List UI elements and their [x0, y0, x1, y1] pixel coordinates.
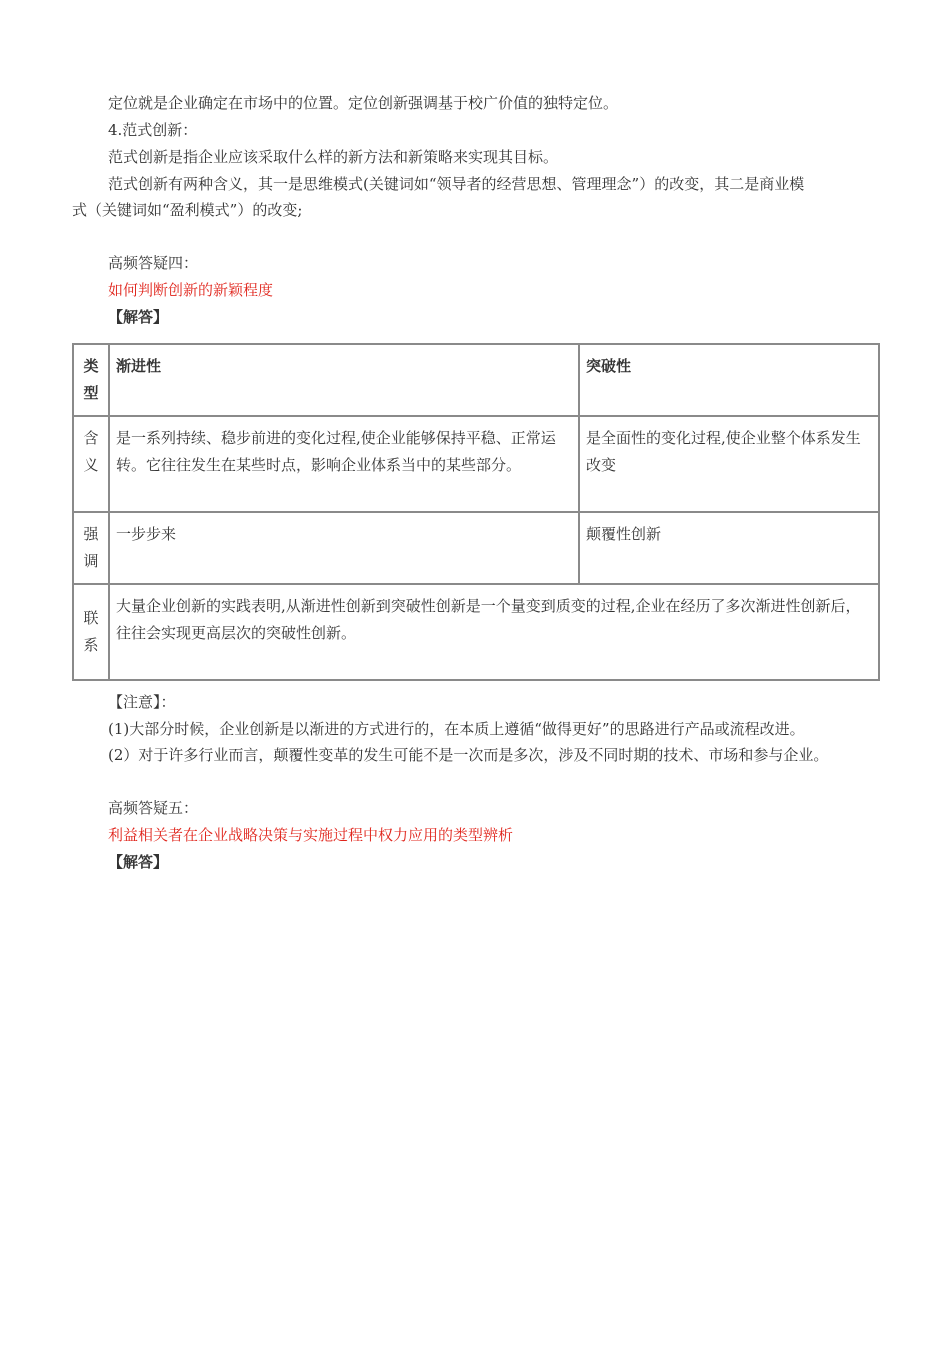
faq5-question: 利益相关者在企业战略决策与实施过程中权力应用的类型辨析 — [108, 826, 514, 844]
table-row — [73, 584, 879, 680]
faq4-label: 高频答疑四： — [108, 254, 199, 272]
faq5-label: 高频答疑五： — [108, 799, 199, 817]
faq5-answer-label: 【解答】 — [108, 853, 169, 871]
paradigm-heading: 4.范式创新： — [108, 121, 198, 139]
note-2: (2）对于许多行业而言，颠覆性变革的发生可能不是一次而是多次，涉及不同时期的技术、市场和参与企业。 — [108, 746, 829, 764]
table-header-row — [73, 344, 879, 416]
relation-text: 大量企业创新的实践表明,从渐进性创新到突破性创新是一个量变到质变的过程,企业在经历了多次渐进性创新后，往往会实现更高层次的突破性创新。 — [109, 584, 879, 680]
paradigm-meaning-line1: 范式创新有两种含义，其一是思维模式(关键词如“领导者的经营思想、管理理念”）的改变，其二是商业模 — [108, 175, 805, 193]
header-type: 类型 — [73, 344, 109, 416]
meaning-incremental: 是一系列持续、稳步前进的变化过程,使企业能够保持平稳、正常运转。它往往发生在某些时点，影响企业体系当中的某些部分。 — [109, 416, 579, 512]
table-row — [73, 416, 879, 512]
header-incremental: 渐进性 — [109, 344, 579, 416]
faq4-question: 如何判断创新的新颖程度 — [108, 281, 274, 299]
emphasis-incremental: 一步步来 — [109, 512, 579, 584]
paradigm-meaning-line2: 式（关键词如“盈利模式”）的改变; — [72, 201, 303, 219]
row-label-relation: 联系 — [73, 584, 109, 680]
positioning-text: 定位就是企业确定在市场中的位置。定位创新强调基于校广价值的独特定位。 — [108, 94, 619, 112]
row-label-meaning: 含义 — [73, 416, 109, 512]
row-label-emphasis: 强调 — [73, 512, 109, 584]
innovation-comparison-table — [72, 343, 880, 681]
meaning-breakthrough: 是全面性的变化过程,使企业整个体系发生改变 — [579, 416, 879, 512]
note-1: (1)大部分时候，企业创新是以渐进的方式进行的，在本质上遵循“做得更好”的思路进行产品或流程改进。 — [108, 720, 805, 738]
faq4-answer-label: 【解答】 — [108, 308, 169, 326]
header-breakthrough: 突破性 — [579, 344, 879, 416]
emphasis-breakthrough: 颠覆性创新 — [579, 512, 879, 584]
paradigm-definition: 范式创新是指企业应该采取什么样的新方法和新策略来实现其目标。 — [108, 148, 559, 166]
notes-label: 【注意】： — [108, 693, 176, 711]
table-row — [73, 512, 879, 584]
